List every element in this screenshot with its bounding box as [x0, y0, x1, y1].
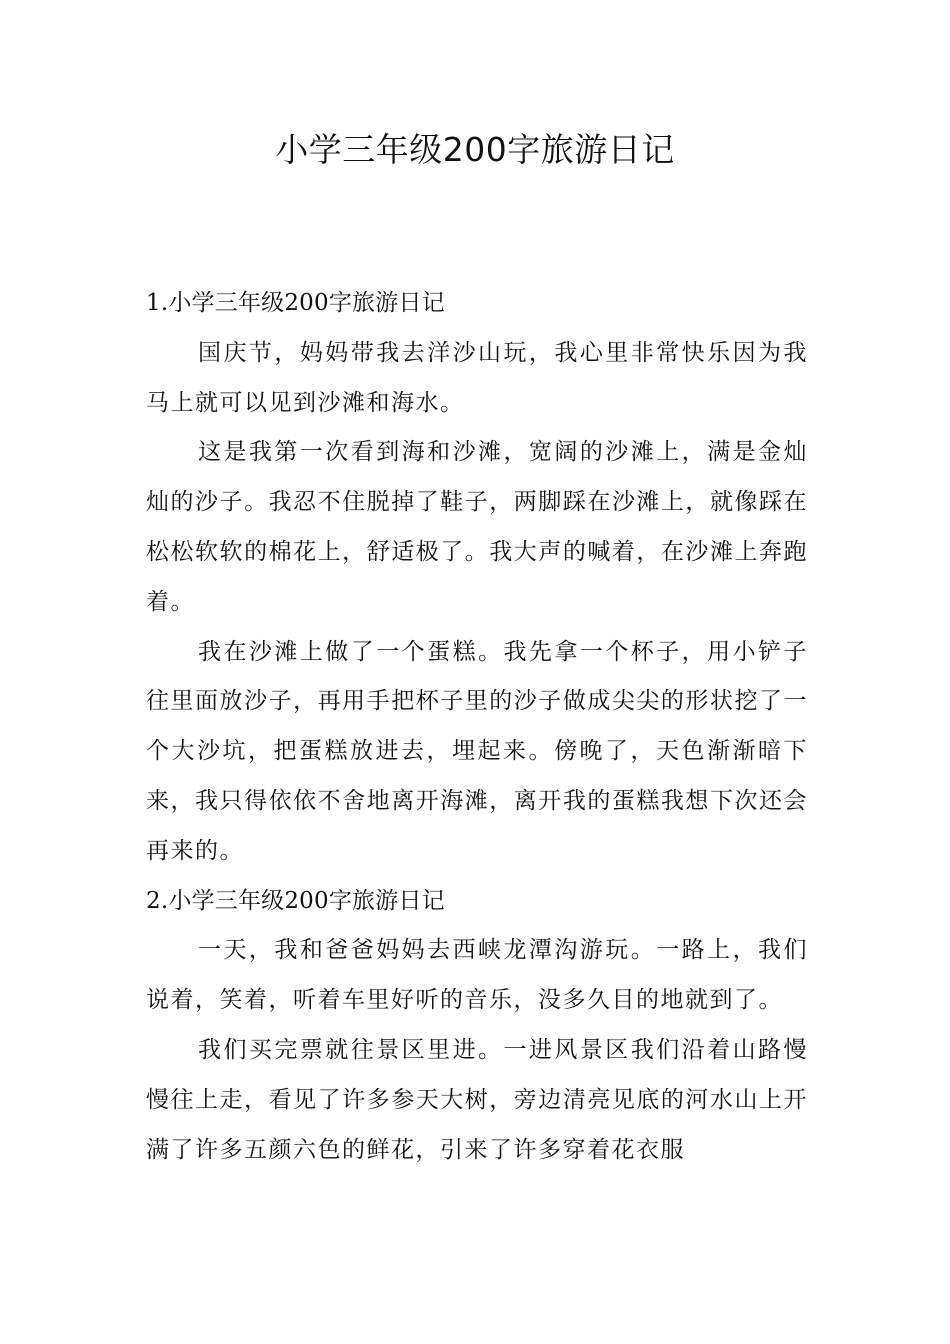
paragraph: 国庆节，妈妈带我去洋沙山玩，我心里非常快乐因为我马上就可以见到沙滩和海水。 — [146, 339, 808, 416]
section-heading-2: 2.小学三年级200字旅游日记 — [146, 887, 445, 914]
section-heading-1: 1.小学三年级200字旅游日记 — [146, 290, 445, 316]
paragraph: 我们买完票就往景区里进。一进风景区我们沿着山路慢慢往上走，看见了许多参天大树，旁边清亮见底的河水山上开满了许多五颜六色的鲜花，引来了许多穿着花衣服 — [146, 1036, 808, 1163]
document-body — [146, 279, 808, 1175]
paragraph: 一天，我和爸爸妈妈去西峡龙潭沟游玩。一路上，我们说着，笑着，听着车里好听的音乐，没多久目的地就到了。 — [146, 937, 808, 1014]
paragraph: 这是我第一次看到海和沙滩，宽阔的沙滩上，满是金灿灿的沙子。我忍不住脱掉了鞋子，两脚踩在沙滩上，就像踩在松松软软的棉花上，舒适极了。我大声的喊着，在沙滩上奔跑着。 — [146, 439, 808, 615]
paragraph: 我在沙滩上做了一个蛋糕。我先拿一个杯子，用小铲子往里面放沙子，再用手把杯子里的沙子做成尖尖的形状挖了一个大沙坑，把蛋糕放进去，埋起来。傍晚了，天色渐渐暗下来，我只得依依不舍地离开海滩，离开我的蛋糕我想下次还会再来的。 — [146, 638, 808, 864]
document-title: 小学三年级200字旅游日记 — [275, 130, 675, 169]
